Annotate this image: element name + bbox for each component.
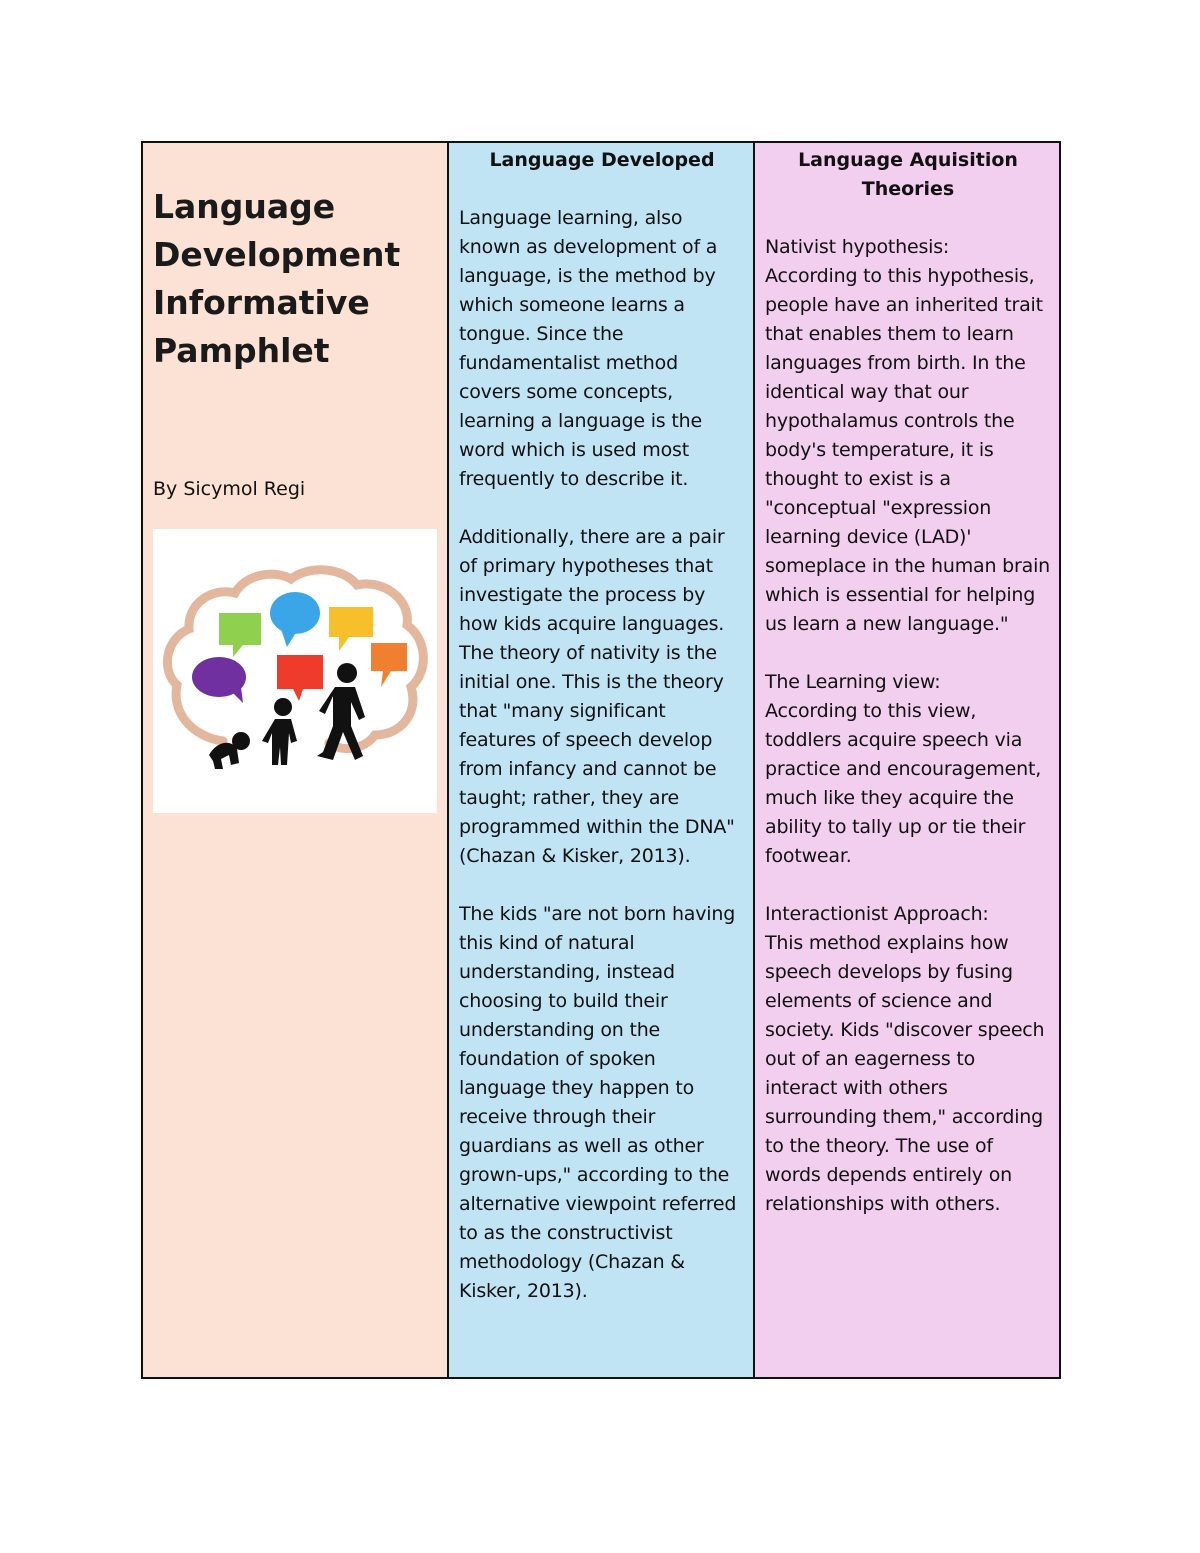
- column-heading: Language Aquisition Theories: [798, 149, 1018, 200]
- column-heading: Language Developed: [489, 149, 715, 171]
- speech-bubble-blue: [270, 592, 320, 647]
- speech-bubble-orange: [371, 643, 407, 687]
- speech-bubble-green: [219, 613, 261, 657]
- theory-text: According to this view, toddlers acquire speech via practice and encouragement, much like they acquire the ability to tally up or tie their footwear.: [765, 700, 1042, 867]
- theory-label: Interactionist Approach:: [765, 903, 989, 925]
- title-line: Informative: [153, 283, 370, 322]
- theory-section: [765, 668, 1051, 871]
- paragraph: Language learning, also known as development of a language, is the method by which someone learns a tongue. Since the fundamentalist method covers some concepts, learning a language is the word which is used most frequently to describe it.: [459, 207, 718, 490]
- language-developed-column: [449, 143, 755, 1377]
- cover-column: [143, 143, 449, 1377]
- title-line: Language: [153, 187, 336, 226]
- title-line: Development: [153, 235, 401, 274]
- speech-bubble-yellow: [329, 607, 373, 651]
- paragraph: The kids "are not born having this kind of natural understanding, instead choosing to build their understanding on the foundation of spoken language they happen to receive through their guardians as well as other grown-ups," according to the alternative viewpoint referred to as the constructivist methodology (Chazan & Kisker, 2013).: [459, 903, 737, 1302]
- illustration-box: [153, 529, 437, 813]
- brain-speech-bubbles-children-icon: [153, 529, 437, 813]
- pamphlet-title: [153, 183, 437, 375]
- speech-bubble-purple: [192, 657, 246, 703]
- theory-text: According to this hypothesis, people have an inherited trait that enables them to learn languages from birth. In the identical way that our hypothalamus controls the body's temperature, it is thought to exist is a "conceptual "expression learning device (LAD)' someplace in the human brain which is essential for helping us learn a new language.": [765, 265, 1051, 635]
- paragraph: Additionally, there are a pair of primary hypotheses that investigate the process by how kids acquire languages. The theory of nativity is the initial one. This is the theory that "many significant features of speech develop from infancy and cannot be taught; rather, they are programmed within the DNA" (Chazan & Kisker, 2013).: [459, 526, 735, 867]
- acquisition-theories-column: [755, 143, 1059, 1377]
- theory-section: [765, 233, 1051, 639]
- theory-label: The Learning view:: [765, 671, 941, 693]
- theory-label: Nativist hypothesis:: [765, 236, 950, 258]
- toddler-silhouette: [262, 698, 297, 765]
- pamphlet-table: [141, 141, 1061, 1379]
- speech-bubble-red: [277, 655, 323, 701]
- theory-text: This method explains how speech develops by fusing elements of science and society. Kids "discover speech out of an eagerness to interact with others surrounding them," according to the theory. The use of words depends entirely on relationships with others.: [765, 932, 1045, 1215]
- title-line: Pamphlet: [153, 331, 330, 370]
- theory-section: [765, 900, 1051, 1219]
- author-byline: By Sicymol Regi: [153, 478, 306, 500]
